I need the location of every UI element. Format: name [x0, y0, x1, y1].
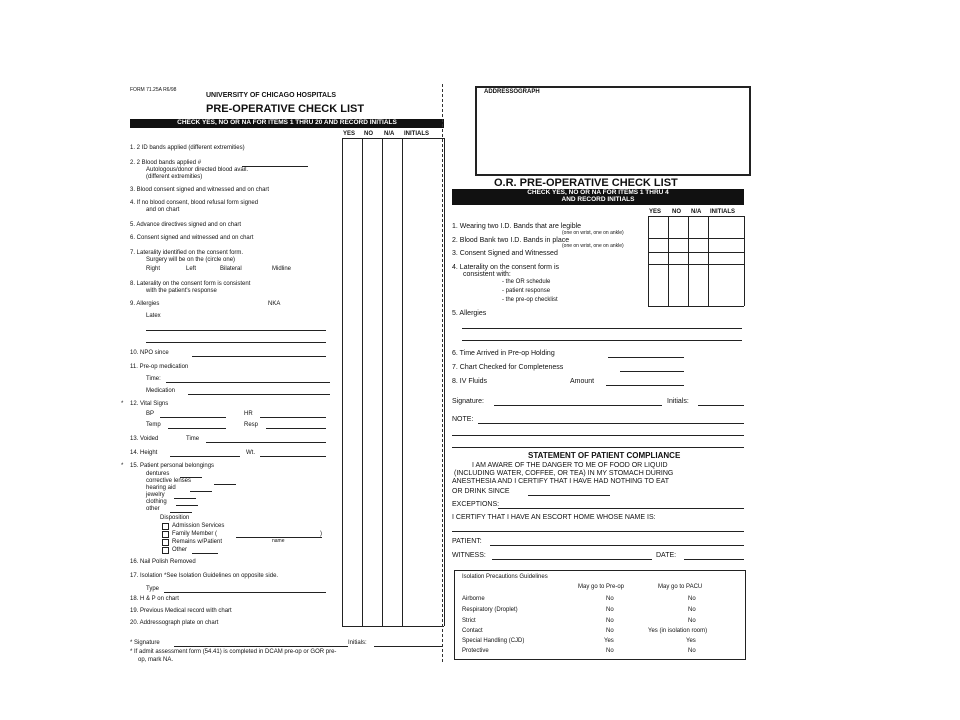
right-col-yes: YES [649, 209, 662, 215]
disposition-family: Family Member ( [172, 531, 218, 537]
left-item-16: 16. Nail Polish Removed [130, 559, 196, 565]
left-item-2-detail: (different extremities) [146, 174, 203, 180]
npo-since-line [192, 356, 326, 357]
right-allergies-line [462, 328, 742, 329]
paren-close: ) [320, 531, 322, 537]
signature-line[interactable] [174, 646, 348, 647]
left-grid-col [342, 138, 343, 626]
isolation-row-preop: No [606, 618, 614, 624]
patient-line[interactable] [490, 545, 744, 546]
isolation-row-type: Special Handling (CJD) [462, 638, 525, 644]
temp-label: Temp [146, 422, 161, 428]
form-number: FORM 71.25A R6/98 [130, 87, 177, 93]
escort-name-line[interactable] [452, 531, 744, 532]
isolation-row-pacu: No [688, 648, 696, 654]
blood-band-number-line [242, 166, 308, 167]
left-item-15-belongings: 15. Patient personal belongings [130, 463, 215, 469]
right-item-3: 3. Consent Signed and Witnessed [452, 250, 558, 257]
initials-line[interactable] [374, 646, 442, 647]
escort-statement: I CERTIFY THAT I HAVE AN ESCORT HOME WHOSE NAME IS: [452, 514, 656, 521]
note-line[interactable] [478, 423, 744, 424]
statement-line-1: I AM AWARE OF THE DANGER TO ME OF FOOD OR LIQUID [472, 462, 668, 469]
voided-time-line [206, 442, 326, 443]
footnote-line-1: * If admit assessment form (54.41) is completed in DCAM pre-op or GOR pre- [130, 649, 337, 655]
left-item-9-allergies: 9. Allergies [130, 301, 160, 307]
witness-label: WITNESS: [452, 552, 486, 559]
isolation-row-preop: Yes [604, 638, 614, 644]
right-item-4: 4. Laterality on the consent form is [452, 264, 559, 271]
initials-label: Initials: [348, 640, 367, 646]
left-item-13-voided: 13. Voided [130, 436, 159, 442]
left-form-title: PRE-OPERATIVE CHECK LIST [206, 103, 365, 115]
statement-line-2: (INCLUDING WATER, COFFEE, OR TEA) IN MY STOMACH DURING [454, 470, 674, 477]
statement-line-3: ANESTHESIA AND I CERTIFY THAT I HAVE HAD NOTHING TO EAT [452, 478, 670, 485]
resp-line [266, 428, 326, 429]
laterality-sub-3: - the pre-op checklist [502, 297, 558, 303]
laterality-sub-1: - the OR schedule [502, 279, 551, 285]
right-signature-line[interactable] [494, 405, 662, 406]
laterality-sub-2: - patient response [502, 288, 551, 294]
left-col-no: NO [364, 131, 373, 137]
right-grid-col [708, 216, 709, 306]
isolation-header-guidelines: Isolation Precautions Guidelines [462, 574, 548, 580]
left-item-6: 6. Consent signed and witnessed and on chart [130, 235, 254, 241]
statement-title: STATEMENT OF PATIENT COMPLIANCE [528, 451, 681, 460]
allergies-line [146, 330, 326, 331]
preop-medication-line [188, 394, 330, 395]
left-col-yes: YES [343, 131, 356, 137]
resp-label: Resp [244, 422, 259, 428]
right-instruction-bar [452, 189, 744, 205]
weight-label: Wt. [246, 450, 255, 456]
belonging-hearing-aid: hearing aid [146, 485, 176, 491]
voided-time-label: Time [186, 436, 200, 442]
belonging-line [170, 512, 192, 513]
footnote-line-2: op, mark NA. [138, 657, 174, 663]
disposition-checkbox[interactable] [162, 523, 169, 530]
isolation-row-type: Airborne [462, 596, 485, 602]
belonging-jewelry: jewelry [146, 492, 165, 498]
institution-name: UNIVERSITY OF CHICAGO HOSPITALS [206, 92, 337, 99]
weight-line [260, 456, 326, 457]
left-grid-col [444, 138, 445, 626]
isolation-row-type: Strict [462, 618, 476, 624]
right-initials-line[interactable] [698, 405, 744, 406]
right-grid-row [648, 252, 744, 253]
note-label: NOTE: [452, 416, 474, 423]
left-item-14-height: 14. Height [130, 450, 158, 456]
belonging-line [190, 491, 212, 492]
isolation-row-pacu: Yes [686, 638, 696, 644]
preop-time-line [166, 382, 330, 383]
pre-operative-check-list-form [116, 78, 748, 666]
isolation-row-type: Protective [462, 648, 489, 654]
form-divider [442, 84, 443, 662]
time-arrived-line[interactable] [608, 357, 684, 358]
disposition-admission: Admission Services [172, 523, 225, 529]
right-form-title: O.R. PRE-OPERATIVE CHECK LIST [494, 177, 678, 189]
exceptions-label: EXCEPTIONS: [452, 501, 500, 508]
right-instruction-line-2: AND RECORD INITIALS [561, 196, 635, 204]
right-grid-bottom [648, 306, 744, 307]
right-grid-row [648, 264, 744, 265]
disposition-other: Other [172, 547, 188, 553]
right-item-5-allergies: 5. Allergies [452, 310, 487, 317]
right-grid-row [648, 238, 744, 239]
date-label: DATE: [656, 552, 677, 559]
belonging-lenses: corrective lenses [146, 478, 192, 484]
hr-label: HR [244, 411, 253, 417]
required-marker: * [121, 463, 124, 469]
isolation-row-preop: No [606, 607, 614, 613]
required-marker: * [121, 401, 124, 407]
statement-line-4: OR DRINK SINCE [452, 488, 510, 495]
isolation-row-pacu: Yes (in isolation room) [648, 628, 708, 634]
left-item-10-npo: 10. NPO since [130, 350, 169, 356]
belonging-line [176, 505, 198, 506]
left-item-5: 5. Advance directives signed and on chart [130, 222, 242, 228]
left-item-20: 20. Addressograph plate on chart [130, 620, 219, 626]
laterality-bilateral[interactable]: Bilateral [220, 266, 242, 272]
isolation-row-pacu: No [688, 618, 696, 624]
isolation-row-preop: No [606, 596, 614, 602]
isolation-header-preop: May go to Pre-op [578, 584, 625, 590]
date-line[interactable] [684, 559, 744, 560]
isolation-row-pacu: No [688, 596, 696, 602]
height-line [170, 456, 240, 457]
nka-label: NKA [268, 301, 281, 307]
left-item-4: 4. If no blood consent, blood refusal form signed [130, 200, 259, 206]
latex-label: Latex [146, 313, 161, 319]
right-col-initials: INITIALS [710, 209, 735, 215]
right-item-1: 1. Wearing two I.D. Bands that are legible [452, 223, 582, 230]
right-col-no: NO [672, 209, 681, 215]
belonging-line [174, 498, 196, 499]
laterality-right[interactable]: Right [146, 266, 161, 272]
addressograph-label: ADDRESSOGRAPH [484, 89, 540, 95]
right-initials-label: Initials: [667, 398, 689, 405]
preop-medication-label: Medication [146, 388, 176, 394]
left-item-19: 19. Previous Medical record with chart [130, 608, 232, 614]
right-grid-col [648, 216, 649, 306]
allergies-line [146, 342, 326, 343]
isolation-row-preop: No [606, 628, 614, 634]
left-item-7-detail: Surgery will be on the (circle one) [146, 257, 236, 263]
disposition-other-line [192, 553, 218, 554]
bp-label: BP [146, 411, 155, 417]
isolation-row-preop: No [606, 648, 614, 654]
bp-line [160, 417, 226, 418]
right-signature-label: Signature: [452, 398, 484, 405]
isolation-row-type: Contact [462, 628, 483, 634]
disposition-checkbox[interactable] [162, 547, 169, 554]
left-item-11-preop-med: 11. Pre-op medication [130, 364, 189, 370]
left-item-3: 3. Blood consent signed and witnessed and on chart [130, 187, 270, 193]
signature-label: * Signature [130, 640, 160, 646]
left-col-na: N/A [384, 131, 395, 137]
belonging-dentures: dentures [146, 471, 170, 477]
chart-checked-line[interactable] [620, 371, 684, 372]
right-item-2-note: (one on wrist, one on ankle) [562, 243, 624, 249]
disposition-remains: Remains w/Patient [172, 539, 223, 545]
isolation-header-pacu: May go to PACU [658, 584, 703, 590]
left-col-initials: INITIALS [404, 131, 429, 137]
left-item-1: 1. 2 ID bands applied (different extremities) [130, 145, 245, 151]
right-instruction-line-1: CHECK YES, NO OR NA FOR ITEMS 1 THRU 4 [527, 189, 669, 196]
isolation-type-line [164, 592, 326, 593]
left-item-2-detail: Autologous/donor directed blood avail. [146, 167, 249, 173]
left-grid-bottom [342, 626, 444, 627]
patient-label: PATIENT: [452, 538, 482, 545]
hr-line [260, 417, 326, 418]
belonging-line [214, 484, 236, 485]
laterality-midline[interactable]: Midline [272, 266, 292, 272]
laterality-left[interactable]: Left [186, 266, 197, 272]
temp-line [168, 428, 226, 429]
addressograph-box [475, 86, 751, 176]
drink-since-line[interactable] [528, 495, 610, 496]
left-grid-col [402, 138, 403, 626]
right-grid-col [744, 216, 745, 306]
right-grid-col [688, 216, 689, 306]
disposition-checkbox[interactable] [162, 539, 169, 546]
belonging-clothing: clothing [146, 499, 167, 505]
isolation-type-label: Type [146, 586, 160, 592]
right-col-na: N/A [691, 209, 702, 215]
preop-time-label: Time: [146, 376, 161, 382]
left-grid-top [342, 138, 444, 139]
left-item-17: 17. Isolation *See Isolation Guidelines on opposite side. [130, 573, 279, 579]
right-grid-col [668, 216, 669, 306]
iv-amount-label: Amount [570, 378, 595, 385]
iv-amount-line[interactable] [606, 385, 684, 386]
right-item-7-chart-checked: 7. Chart Checked for Completeness [452, 364, 564, 371]
left-item-7: 7. Laterality identified on the consent form. [130, 250, 244, 256]
witness-line[interactable] [492, 559, 652, 560]
isolation-row-type: Respiratory (Droplet) [462, 607, 518, 613]
right-grid-top [648, 216, 744, 217]
right-item-6-time-arrived: 6. Time Arrived in Pre-op Holding [452, 350, 555, 357]
left-grid-col [382, 138, 383, 626]
right-item-4-detail: consistent with: [463, 271, 511, 278]
exceptions-line[interactable] [498, 508, 744, 509]
left-item-12-vitals: 12. Vital Signs [130, 401, 169, 407]
left-item-18: 18. H & P on chart [130, 596, 179, 602]
disposition-checkbox[interactable] [162, 531, 169, 538]
disposition-label: Disposition [160, 515, 190, 521]
note-line[interactable] [452, 435, 744, 436]
right-allergies-line [462, 340, 742, 341]
right-item-2: 2. Blood Bank two I.D. Bands in place [452, 237, 570, 244]
left-instruction-bar: CHECK YES, NO OR NA FOR ITEMS 1 THRU 20 AND RECORD INITIALS [130, 119, 444, 128]
left-item-4-detail: and on chart [146, 207, 180, 213]
right-item-1-note: (one on wrist, one on ankle) [562, 230, 624, 236]
isolation-row-pacu: No [688, 607, 696, 613]
left-item-8-detail: with the patient's response [146, 288, 217, 294]
belonging-other: other [146, 506, 160, 512]
family-name-caption: name [272, 538, 285, 544]
right-item-8-iv-fluids: 8. IV Fluids [452, 378, 488, 385]
left-item-8: 8. Laterality on the consent form is consistent [130, 281, 251, 287]
left-grid-col [362, 138, 363, 626]
note-line[interactable] [452, 447, 744, 448]
left-item-2: 2. 2 Blood bands applied # [130, 160, 202, 166]
